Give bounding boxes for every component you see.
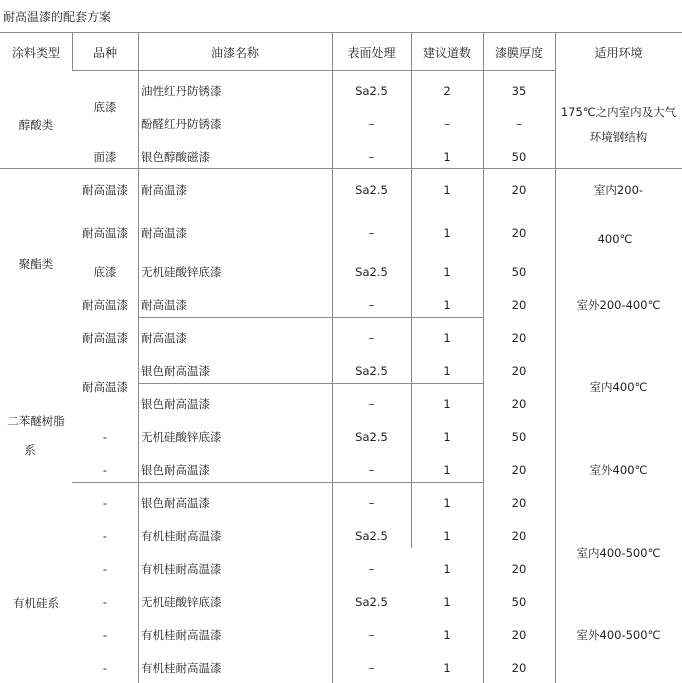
header-surface-treatment: 表面处理 <box>347 46 396 60</box>
surface-treatment-cell: Sa2.5 <box>355 84 388 98</box>
coats-cell: 1 <box>443 298 451 312</box>
environment-indoor-400-500: 室内400-500℃ <box>576 546 661 560</box>
surface-treatment-cell: Sa2.5 <box>355 265 388 279</box>
film-thickness-cell: 20 <box>511 661 527 675</box>
table-top-border <box>0 32 682 33</box>
variety-dash: - <box>102 529 108 543</box>
coats-cell: – <box>444 117 450 131</box>
coats-cell: 1 <box>443 364 451 378</box>
film-thickness-cell: 50 <box>511 595 527 609</box>
surface-treatment-cell: Sa2.5 <box>355 183 388 197</box>
environment-outdoor-400: 室外400℃ <box>589 463 648 477</box>
variety-primer: 底漆 <box>93 100 117 114</box>
paint-name-cell: 银色耐高温漆 <box>141 496 210 510</box>
paint-name-cell: 酚醛红丹防锈漆 <box>141 117 222 131</box>
environment-indoor-200: 室内200- <box>593 183 644 197</box>
variety-row: 耐高温漆 <box>82 380 128 394</box>
variety-dash: - <box>102 430 108 444</box>
surface-treatment-cell: – <box>368 496 375 510</box>
paint-name-cell: 油性红丹防锈漆 <box>141 84 222 98</box>
coats-cell: 1 <box>443 265 451 279</box>
coats-cell: 1 <box>443 226 451 240</box>
col-line-4 <box>411 32 412 548</box>
environment-indoor-400: 室内400℃ <box>589 380 648 394</box>
surface-treatment-cell: – <box>368 562 375 576</box>
paint-name-cell: 无机硅酸锌底漆 <box>141 430 222 444</box>
coats-cell: 2 <box>443 84 451 98</box>
film-thickness-cell: 20 <box>511 463 527 477</box>
paint-type-polyester: 聚酯类 <box>18 257 54 271</box>
surface-treatment-cell: – <box>368 331 375 345</box>
film-thickness-cell: 20 <box>511 397 527 411</box>
paint-name-cell: 银色耐高温漆 <box>141 397 210 411</box>
page-title: 耐高温漆的配套方案 <box>3 10 112 24</box>
film-thickness-cell: 20 <box>511 496 527 510</box>
paint-type-diphenyl-ether-line2: 系 <box>24 443 36 457</box>
environment-outdoor-400-500: 室外400-500℃ <box>576 628 661 642</box>
film-thickness-cell: 50 <box>511 265 527 279</box>
coats-cell: 1 <box>443 150 451 164</box>
paint-name-cell: 银色醇酸磁漆 <box>141 150 210 164</box>
film-thickness-cell: – <box>516 117 522 131</box>
divider-diphenyl-inner <box>138 383 483 384</box>
variety-dash: - <box>102 595 108 609</box>
surface-treatment-cell: – <box>368 397 375 411</box>
paint-type-alkyd: 醇酸类 <box>18 118 54 132</box>
header-coats: 建议道数 <box>422 46 471 60</box>
surface-treatment-cell: – <box>368 463 375 477</box>
paint-name-cell: 有机桂耐高温漆 <box>141 661 222 675</box>
surface-treatment-cell: – <box>368 298 375 312</box>
film-thickness-cell: 20 <box>511 298 527 312</box>
coats-cell: 1 <box>443 562 451 576</box>
variety-dash: - <box>102 463 108 477</box>
surface-treatment-cell: Sa2.5 <box>355 430 388 444</box>
environment-alkyd: 175℃之内室内及大气 <box>560 105 677 119</box>
col-line-2 <box>138 32 139 683</box>
variety-row: 耐高温漆 <box>82 226 128 240</box>
surface-treatment-cell: Sa2.5 <box>355 364 388 378</box>
header-paint-type: 涂料类型 <box>11 46 60 60</box>
surface-treatment-cell: Sa2.5 <box>355 595 388 609</box>
film-thickness-cell: 20 <box>511 529 527 543</box>
coats-cell: 1 <box>443 595 451 609</box>
col-line-5 <box>483 32 484 683</box>
coats-cell: 1 <box>443 529 451 543</box>
environment-outdoor-200: 室外200-400℃ <box>576 298 661 312</box>
variety-row: 耐高温漆 <box>82 298 128 312</box>
variety-dash: - <box>102 496 108 510</box>
paint-name-cell: 有机桂耐高温漆 <box>141 529 222 543</box>
variety-dash: - <box>102 661 108 675</box>
film-thickness-cell: 20 <box>511 364 527 378</box>
paint-name-cell: 有机桂耐高温漆 <box>141 562 222 576</box>
paint-name-cell: 耐高温漆 <box>141 331 187 345</box>
divider-diphenyl-silicone <box>72 482 483 483</box>
film-thickness-cell: 50 <box>511 430 527 444</box>
col-line-1 <box>72 32 73 70</box>
coats-cell: 1 <box>443 628 451 642</box>
paint-type-silicone: 有机硅系 <box>13 596 59 610</box>
coats-cell: 1 <box>443 496 451 510</box>
surface-treatment-cell: Sa2.5 <box>355 529 388 543</box>
surface-treatment-cell: – <box>368 628 375 642</box>
paint-name-cell: 耐高温漆 <box>141 226 187 240</box>
variety-dash: - <box>102 562 108 576</box>
header-environment: 适用环境 <box>594 46 643 60</box>
coats-cell: 1 <box>443 463 451 477</box>
coats-cell: 1 <box>443 331 451 345</box>
film-thickness-cell: 20 <box>511 226 527 240</box>
paint-type-diphenyl-ether: 二苯醚树脂 <box>7 414 65 428</box>
paint-name-cell: 无机硅酸锌底漆 <box>141 265 222 279</box>
paint-name-cell: 有机桂耐高温漆 <box>141 628 222 642</box>
surface-treatment-cell: – <box>368 661 375 675</box>
film-thickness-cell: 50 <box>511 150 527 164</box>
surface-treatment-cell: – <box>368 117 375 131</box>
surface-treatment-cell: – <box>368 150 375 164</box>
coats-cell: 1 <box>443 430 451 444</box>
variety-dash: - <box>102 628 108 642</box>
header-variety: 品种 <box>92 46 117 60</box>
divider-polyester-diphenyl <box>138 317 483 318</box>
variety-row: 底漆 <box>93 265 117 279</box>
paint-name-cell: 银色耐高温漆 <box>141 364 210 378</box>
col-line-3 <box>332 32 333 683</box>
coats-cell: 1 <box>443 397 451 411</box>
film-thickness-cell: 20 <box>511 331 527 345</box>
paint-name-cell: 无机硅酸锌底漆 <box>141 595 222 609</box>
film-thickness-cell: 20 <box>511 183 527 197</box>
surface-treatment-cell: – <box>368 226 375 240</box>
coats-cell: 1 <box>443 183 451 197</box>
header-thickness: 漆膜厚度 <box>494 46 543 60</box>
environment-indoor-200-line2: 400℃ <box>597 232 633 246</box>
coats-cell: 1 <box>443 661 451 675</box>
film-thickness-cell: 20 <box>511 562 527 576</box>
variety-row: 耐高温漆 <box>82 331 128 345</box>
paint-name-cell: 银色耐高温漆 <box>141 463 210 477</box>
film-thickness-cell: 20 <box>511 628 527 642</box>
header-paint-name: 油漆名称 <box>210 46 259 60</box>
film-thickness-cell: 35 <box>511 84 527 98</box>
variety-topcoat: 面漆 <box>93 150 117 164</box>
col-line-6 <box>555 32 556 683</box>
divider-alkyd-polyester <box>0 168 682 169</box>
variety-row: 耐高温漆 <box>82 183 128 197</box>
paint-name-cell: 耐高温漆 <box>141 298 187 312</box>
environment-alkyd-line2: 环境钢结构 <box>589 130 648 144</box>
paint-name-cell: 耐高温漆 <box>141 183 187 197</box>
